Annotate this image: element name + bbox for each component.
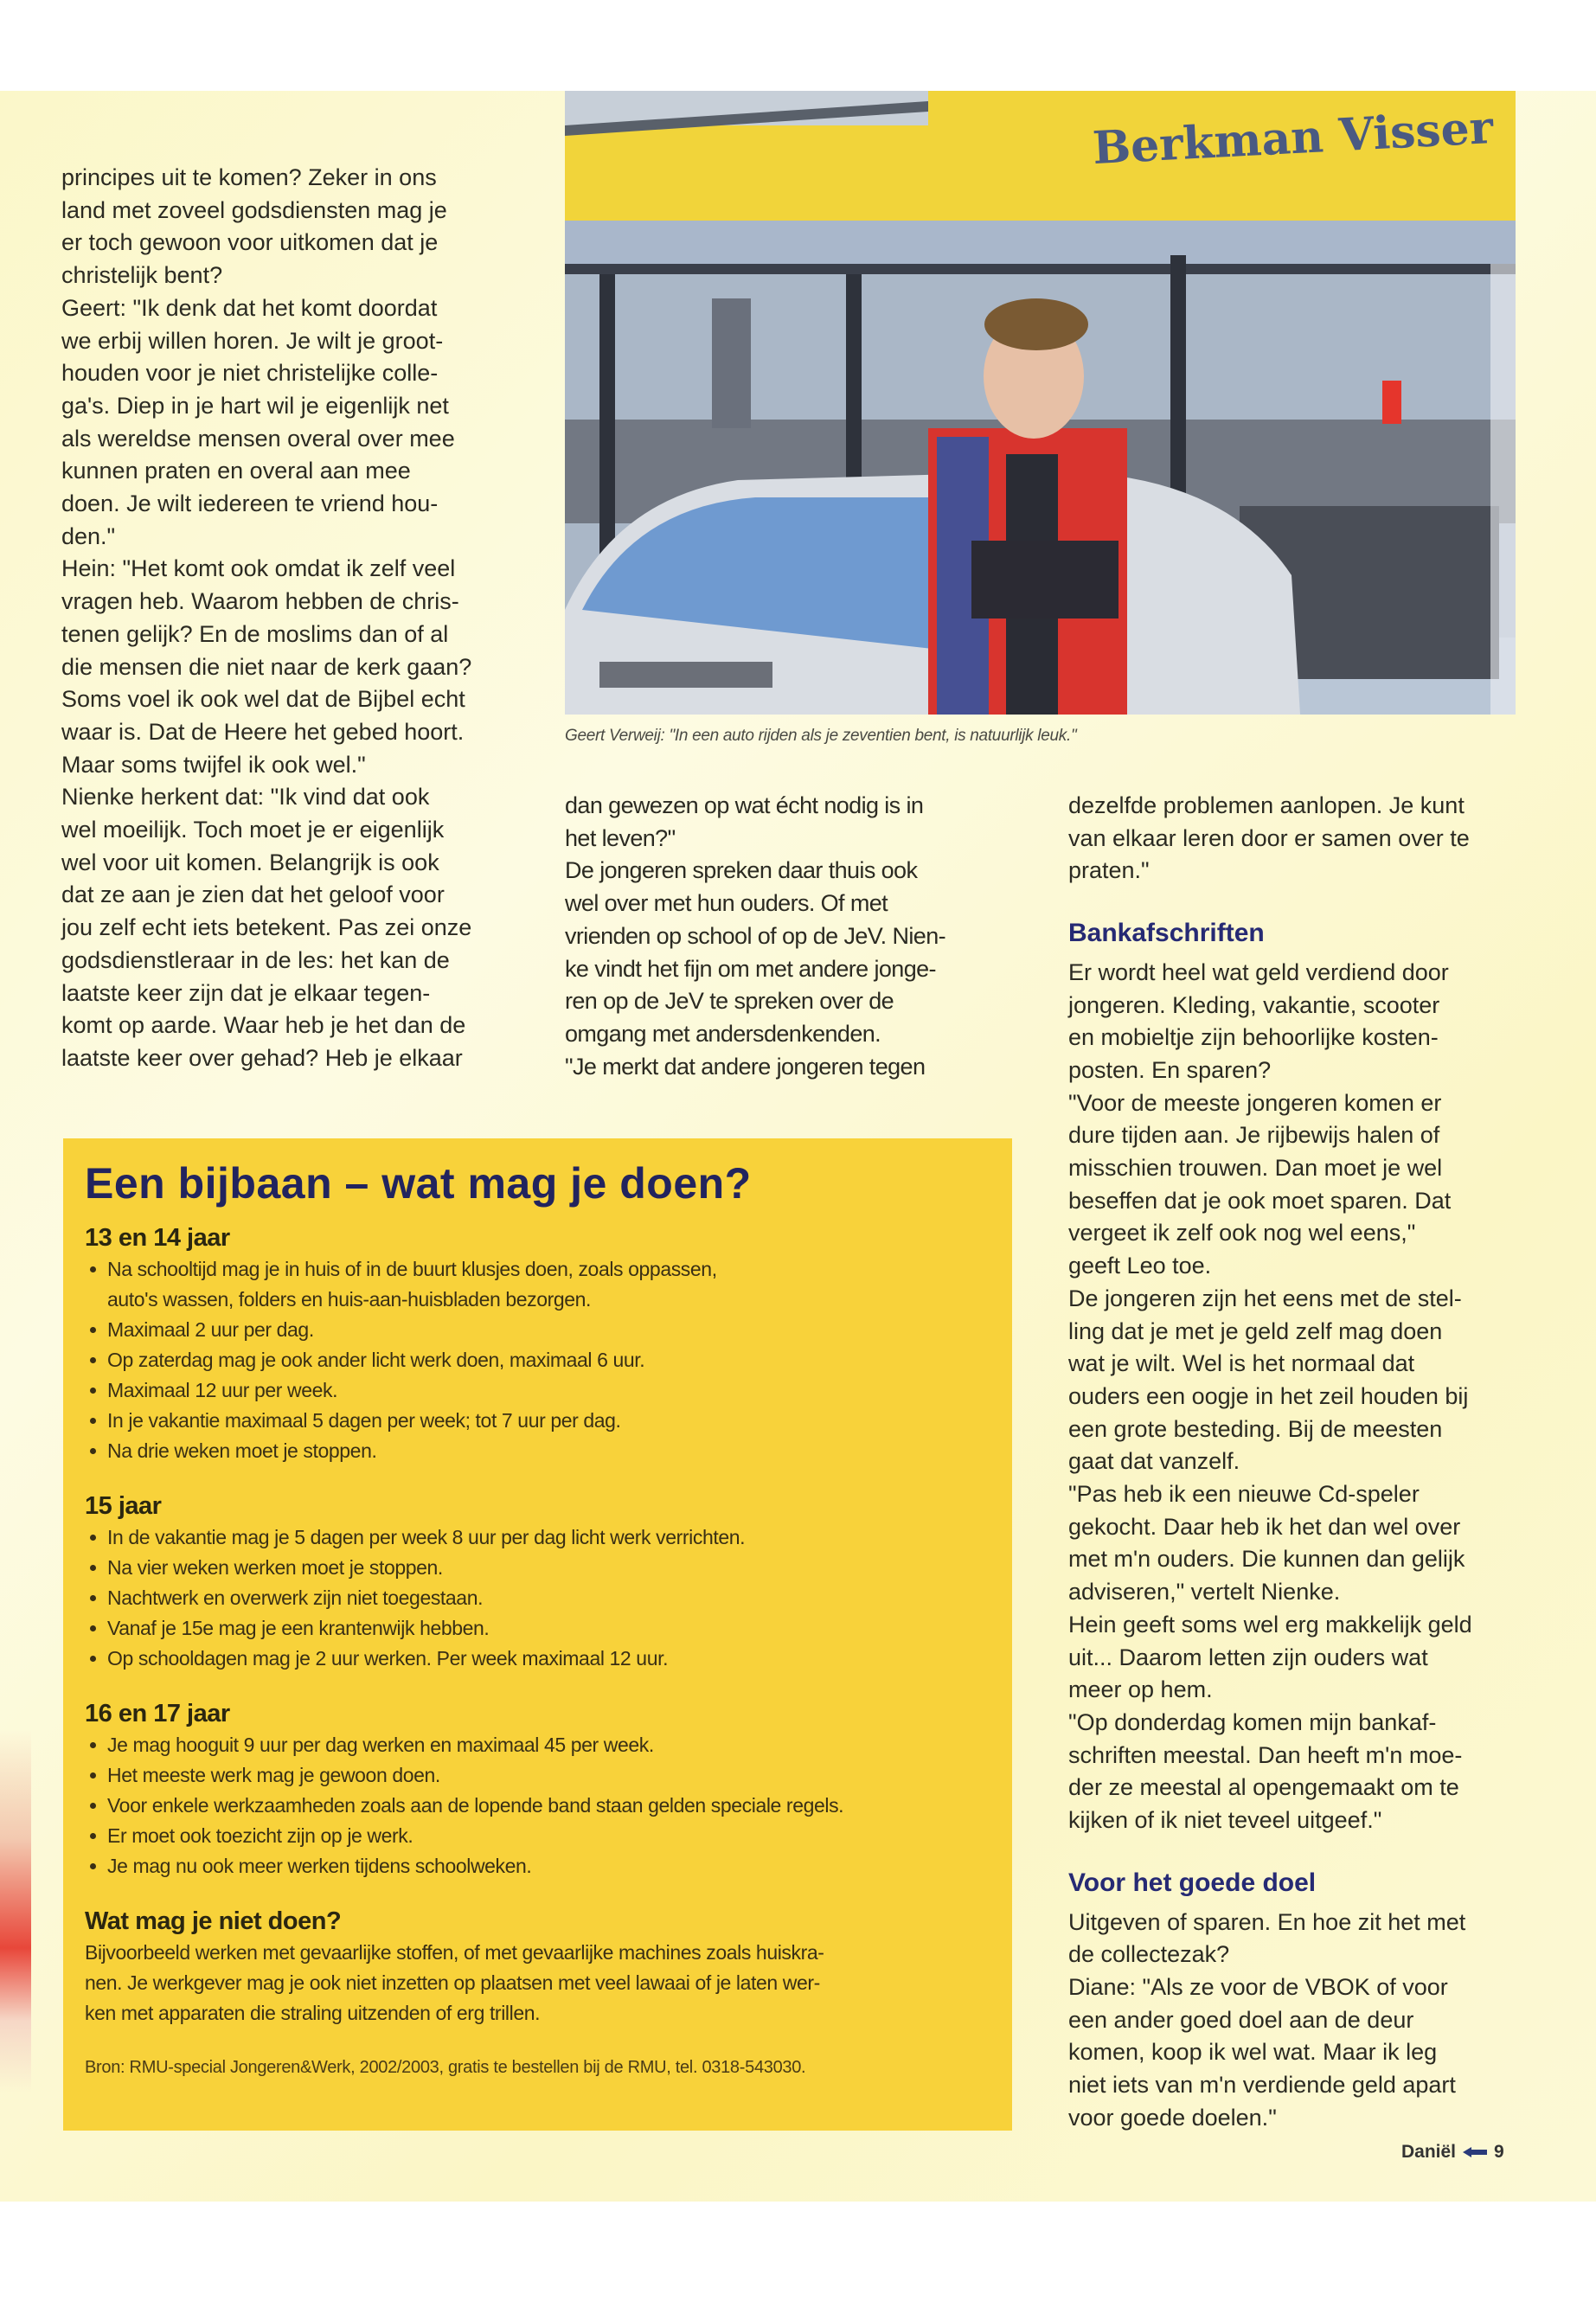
not-allowed-text bbox=[85, 1938, 995, 2029]
rule-item: Op schooldagen mag je 2 uur werken. Per week maximaal 12 uur. bbox=[85, 1644, 995, 1674]
text-line: het leven?" bbox=[565, 824, 676, 851]
text-line: wel voor uit komen. Belangrijk is ook bbox=[61, 849, 439, 875]
text-line: Soms voel ik ook wel dat de Bijbel echt bbox=[61, 686, 465, 713]
age-heading: 15 jaar bbox=[85, 1492, 162, 1520]
text-line: ouders een oogje in het zeil houden bij bbox=[1068, 1382, 1469, 1409]
rule-item: Er moet ook toezicht zijn op je werk. bbox=[85, 1821, 995, 1851]
text-line: een grote besteding. Bij de meesten bbox=[1068, 1415, 1443, 1442]
text-line: voor goede doelen." bbox=[1068, 2104, 1277, 2131]
text-line: Diane: "Als ze voor de VBOK of voor bbox=[1068, 1973, 1448, 2000]
text-line: dure tijden aan. Je rijbewijs halen of bbox=[1068, 1122, 1440, 1149]
rule-item: auto's wassen, folders en huis-aan-huisbladen bezorgen. bbox=[107, 1288, 592, 1311]
text-line: De jongeren spreken daar thuis ook bbox=[565, 857, 918, 884]
text-line: Hein: "Het komt ook omdat ik zelf veel bbox=[61, 555, 456, 582]
left-column bbox=[61, 162, 520, 1075]
text-line: godsdienstleraar in de les: het kan de bbox=[61, 946, 450, 973]
box-title: Een bijbaan – wat mag je doen? bbox=[85, 1159, 752, 1208]
text-line: Bijvoorbeeld werken met gevaarlijke stoffen, of met gevaarlijke machines zoals huiskra- bbox=[85, 1941, 824, 1964]
edge-decoration bbox=[0, 1730, 31, 2093]
text-line: komt op aarde. Waar heb je het dan de bbox=[61, 1012, 466, 1039]
box-source: Bron: RMU-special Jongeren&Werk, 2002/2003, gratis te bestellen bij de RMU, tel. 0318-543030. bbox=[85, 2058, 806, 2077]
text-line: "Je merkt dat andere jongeren tegen bbox=[565, 1053, 926, 1080]
right-column bbox=[1068, 790, 1518, 2134]
text-line: Geert: "Ik denk dat het komt doordat bbox=[61, 294, 438, 321]
rule-item: Na vier weken werken moet je stoppen. bbox=[85, 1553, 995, 1583]
section-goede-doel-body bbox=[1068, 1907, 1518, 2135]
text-line: nen. Je werkgever mag je ook niet inzetten op plaatsen met veel lawaai of je laten wer- bbox=[85, 1971, 820, 1994]
rule-list bbox=[85, 1254, 995, 1466]
rule-item: Je mag hooguit 9 uur per dag werken en maximaal 45 per week. bbox=[85, 1730, 995, 1760]
text-line: tenen gelijk? En de moslims dan of al bbox=[61, 620, 449, 647]
text-line: uit... Daarom letten zijn ouders wat bbox=[1068, 1644, 1428, 1670]
photo-caption: Geert Verweij: "In een auto rijden als je zeventien bent, is natuurlijk leuk." bbox=[565, 727, 1077, 745]
text-line: wel over met hun ouders. Of met bbox=[565, 890, 888, 917]
rule-item: Op zaterdag mag je ook ander licht werk doen, maximaal 6 uur. bbox=[85, 1345, 995, 1375]
rule-list bbox=[85, 1522, 995, 1674]
text-line: kunnen praten en overal aan mee bbox=[61, 458, 411, 484]
age-heading: 16 en 17 jaar bbox=[85, 1700, 230, 1727]
text-line: land met zoveel godsdiensten mag je bbox=[61, 196, 447, 223]
rule-item: In je vakantie maximaal 5 dagen per week; tot 7 uur per dag. bbox=[85, 1406, 995, 1436]
text-line: laatste keer zijn dat je elkaar tegen- bbox=[61, 979, 431, 1006]
rule-item: Na schooltijd mag je in huis of in de buurt klusjes doen, zoals oppassen, bbox=[85, 1254, 995, 1285]
text-line: Hein geeft soms wel erg makkelijk geld bbox=[1068, 1611, 1472, 1638]
text-line: geeft Leo toe. bbox=[1068, 1253, 1212, 1279]
text-line: "Op donderdag komen mijn bankaf- bbox=[1068, 1708, 1437, 1735]
text-line: beseffen dat je ook moet sparen. Dat bbox=[1068, 1187, 1452, 1214]
text-line: praten." bbox=[1068, 857, 1150, 884]
text-line: Nienke herkent dat: "Ik vind dat ook bbox=[61, 784, 430, 811]
text-line: jongeren. Kleding, vakantie, scooter bbox=[1068, 991, 1440, 1018]
text-line: gaat dat vanzelf. bbox=[1068, 1448, 1240, 1475]
text-line: christelijk bent? bbox=[61, 262, 223, 289]
text-line: die mensen die niet naar de kerk gaan? bbox=[61, 653, 472, 680]
text-line: we erbij willen horen. Je wilt je groot- bbox=[61, 327, 444, 354]
not-allowed-heading: Wat mag je niet doen? bbox=[85, 1907, 342, 1935]
arrow-left-icon bbox=[1463, 2147, 1487, 2157]
text-line: "Voor de meeste jongeren komen er bbox=[1068, 1089, 1442, 1116]
text-line: vragen heb. Waarom hebben de chris- bbox=[61, 588, 459, 615]
text-line: van elkaar leren door er samen over te bbox=[1068, 824, 1470, 851]
text-line: den." bbox=[61, 522, 116, 549]
text-line: houden voor je niet christelijke colle- bbox=[61, 360, 439, 387]
text-line: ke vindt het fijn om met andere jonge- bbox=[565, 955, 936, 982]
text-line: adviseren," vertelt Nienke. bbox=[1068, 1579, 1341, 1606]
rule-item: Maximaal 2 uur per dag. bbox=[85, 1315, 995, 1345]
text-line: Er wordt heel wat geld verdiend door bbox=[1068, 958, 1449, 985]
text-line: jou zelf echt iets betekent. Pas zei onze bbox=[61, 914, 472, 941]
text-line: dan gewezen op wat écht nodig is in bbox=[565, 792, 924, 818]
text-line: meer op hem. bbox=[1068, 1676, 1213, 1703]
text-line: vrienden op school of op de JeV. Nien- bbox=[565, 922, 946, 949]
age-heading: 13 en 14 jaar bbox=[85, 1224, 230, 1252]
text-line: waar is. Dat de Heere het gebed hoort. bbox=[61, 718, 465, 745]
text-line: der ze meestal al opengemaakt om te bbox=[1068, 1774, 1459, 1801]
magazine-name: Daniël bbox=[1401, 2142, 1457, 2162]
text-line: principes uit te komen? Zeker in ons bbox=[61, 164, 437, 190]
rule-item: In de vakantie mag je 5 dagen per week 8 uur per dag licht werk verrichten. bbox=[85, 1522, 995, 1553]
text-line: niet iets van m'n verdiende geld apart bbox=[1068, 2072, 1456, 2099]
text-line: ren op de JeV te spreken over de bbox=[565, 988, 894, 1015]
text-line: dat ze aan je zien dat het geloof voor bbox=[61, 881, 445, 908]
section-bankafschriften-body bbox=[1068, 957, 1518, 1837]
sidebar-box-bijbaan bbox=[63, 1138, 1012, 2131]
section-heading-bankafschriften: Bankafschriften bbox=[1068, 919, 1265, 948]
rule-item: Na drie weken moet je stoppen. bbox=[85, 1436, 995, 1466]
text-line: ling dat je met je geld zelf mag doen bbox=[1068, 1317, 1443, 1344]
text-line: De jongeren zijn het eens met de stel- bbox=[1068, 1285, 1462, 1311]
middle-column bbox=[565, 790, 1015, 1083]
text-line: Maar soms twijfel ik ook wel." bbox=[61, 751, 366, 778]
text-line: laatste keer over gehad? Heb je elkaar bbox=[61, 1044, 463, 1071]
page-footer bbox=[1401, 2142, 1504, 2163]
text-line: gekocht. Daar heb ik het dan wel over bbox=[1068, 1513, 1461, 1540]
photo-illustration bbox=[565, 91, 1516, 715]
text-line: wel moeilijk. Toch moet je er eigenlijk bbox=[61, 817, 445, 843]
photo-geert-with-car bbox=[565, 91, 1516, 715]
text-line: Uitgeven of sparen. En hoe zit het met bbox=[1068, 1908, 1466, 1935]
section-heading-goede-doel: Voor het goede doel bbox=[1068, 1868, 1317, 1897]
text-line: ga's. Diep in je hart wil je eigenlijk net bbox=[61, 392, 449, 419]
text-line: kijken of ik niet teveel uitgeef." bbox=[1068, 1807, 1382, 1834]
text-line: vergeet ik zelf ook nog wel eens," bbox=[1068, 1220, 1416, 1247]
text-line: posten. En sparen? bbox=[1068, 1056, 1272, 1083]
rule-list bbox=[85, 1730, 995, 1881]
rule-item: Voor enkele werkzaamheden zoals aan de lopende band staan gelden speciale regels. bbox=[85, 1791, 995, 1821]
text-line: doen. Je wilt iedereen te vriend hou- bbox=[61, 490, 439, 517]
text-line: de collectezak? bbox=[1068, 1941, 1230, 1968]
text-line: ken met apparaten die straling uitzenden of erg trillen. bbox=[85, 2002, 541, 2024]
text-line: wat je wilt. Wel is het normaal dat bbox=[1068, 1350, 1415, 1377]
text-line: dezelfde problemen aanlopen. Je kunt bbox=[1068, 792, 1465, 818]
box-age-sections bbox=[85, 1221, 995, 1881]
rule-item: Je mag nu ook meer werken tijdens schoolweken. bbox=[85, 1851, 995, 1881]
rule-item: Het meeste werk mag je gewoon doen. bbox=[85, 1760, 995, 1791]
text-line: misschien trouwen. Dan moet je wel bbox=[1068, 1155, 1443, 1182]
text-line: komen, koop ik wel wat. Maar ik leg bbox=[1068, 2039, 1438, 2066]
text-line: een ander goed doel aan de deur bbox=[1068, 2006, 1414, 2033]
text-line: en mobieltje zijn behoorlijke kosten- bbox=[1068, 1024, 1439, 1051]
text-line: "Pas heb ik een nieuwe Cd-speler bbox=[1068, 1481, 1420, 1508]
rule-item: Nachtwerk en overwerk zijn niet toegestaan. bbox=[85, 1583, 995, 1613]
text-line: schriften meestal. Dan heeft m'n moe- bbox=[1068, 1741, 1463, 1768]
right-intro bbox=[1068, 790, 1518, 888]
text-line: als wereldse mensen overal over mee bbox=[61, 425, 455, 452]
rule-item: Maximaal 12 uur per week. bbox=[85, 1375, 995, 1406]
rule-item: Vanaf je 15e mag je een krantenwijk hebben. bbox=[85, 1613, 995, 1644]
dealership-sign: Berkman Visser bbox=[1091, 101, 1495, 176]
text-line: er toch gewoon voor uitkomen dat je bbox=[61, 229, 439, 256]
text-line: met m'n ouders. Die kunnen dan gelijk bbox=[1068, 1546, 1465, 1573]
text-line: omgang met andersdenkenden. bbox=[565, 1020, 881, 1047]
page-number: 9 bbox=[1494, 2142, 1504, 2162]
